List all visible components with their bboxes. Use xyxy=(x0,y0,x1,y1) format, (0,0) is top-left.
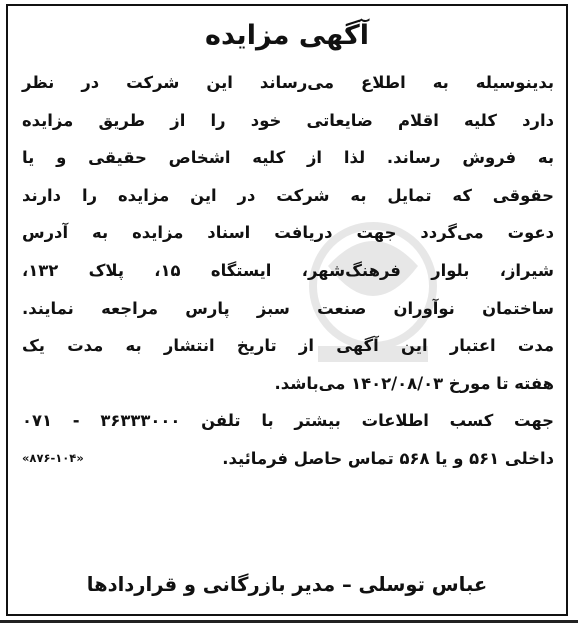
body-line: مدت اعتبار این آگهی از تاریخ انتشار به مدت یک xyxy=(22,336,554,356)
signature: عباس توسلی – مدیر بازرگانی و قراردادها xyxy=(86,573,488,596)
notice-body xyxy=(22,64,554,478)
body-line: شیراز، بلوار فرهنگ‌شهر، ایستگاه ۱۵، پلاک ۱۳۲، xyxy=(22,260,555,280)
notice-title: آگهی مزایده xyxy=(205,20,369,51)
body-line: بدینوسیله به اطلاع می‌رساند این شرکت در نظر xyxy=(22,73,554,92)
body-line: هفته تا مورخ ۱۴۰۲/۰۸/۰۳ می‌باشد. xyxy=(274,373,554,393)
body-line: حقوقی که تمایل به شرکت در این مزایده را دارند xyxy=(22,185,554,205)
body-line: به فروش رساند. لذا از کلیه اشخاص حقیقی و یا xyxy=(22,148,554,168)
extension-text: داخلی ۵۶۱ و یا ۵۶۸ تماس حاصل فرمائید. xyxy=(222,448,554,468)
contact-extension-line xyxy=(22,440,554,478)
reference-code: «۸۷۶-۱۰۴» xyxy=(22,450,84,465)
contact-phone-line: جهت کسب اطلاعات بیشتر با تلفن ۳۶۳۳۳۰۰۰ - ۰۷۱ xyxy=(22,411,554,431)
body-line: دعوت می‌گردد جهت دریافت اسناد مزایده به آدرس xyxy=(22,223,554,243)
body-line: ساختمان نوآوران صنعت سبز پارس مراجعه نمایند. xyxy=(22,298,554,318)
notice-frame xyxy=(6,4,568,616)
body-line: دارد کلیه اقلام ضایعاتی خود را از طریق مزایده xyxy=(22,110,554,130)
bottom-rule xyxy=(0,620,578,623)
